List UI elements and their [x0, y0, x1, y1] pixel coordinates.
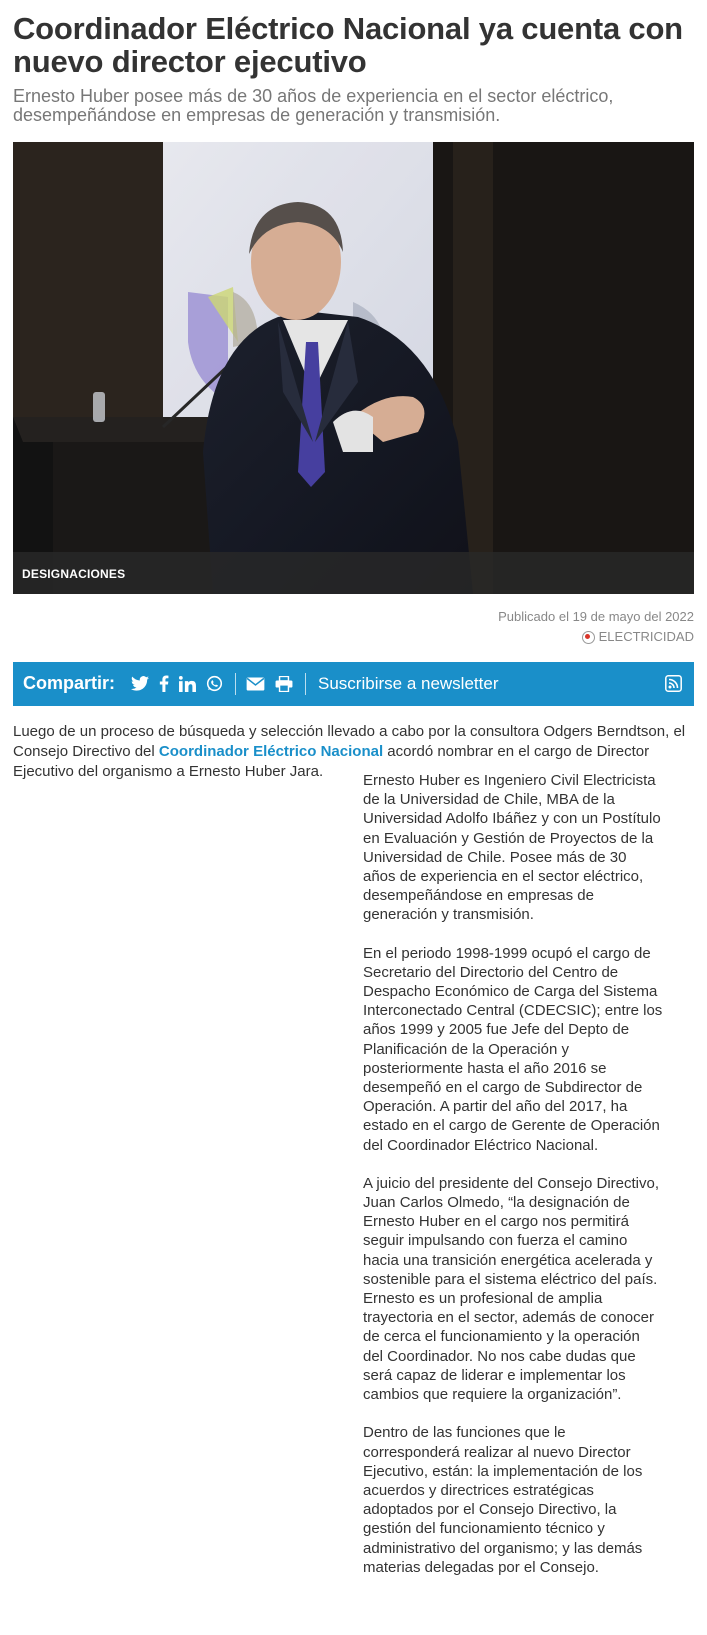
share-label: Compartir: — [23, 673, 116, 693]
body-paragraph: Dentro de las funciones que le corresponderá realizar al nuevo Director Ejecutivo, están: la implementación de los acuerdos y directrices estratégicas adoptados por el Consejo Directivo, la gestión del funcionamiento técnico y administrativo del organismo; y las demás materias delegadas por el Consejo. — [363, 1424, 643, 1576]
email-icon[interactable] — [246, 674, 265, 694]
body-paragraph: A juicio del presidente del Consejo Directivo, Juan Carlos Olmedo, “la designación de Ernesto Huber en el cargo nos permitirá seguir impulsando con fuerza el camino hacia una transición energética acelerada y sostenible para el sistema eléctrico del país. Ernesto es un profesional de amplia trayectoria en el sector, además de conocer de cerca el funcionamiento y la operación del Coordinador. No nos cabe dudas que será capaz de liderar e implementar los cambios que requiere la organización”. — [363, 1174, 659, 1404]
body-paragraph: Ernesto Huber es Ingeniero Civil Electricista de la Universidad de Chile, MBA de la Universidad Adolfo Ibáñez y con un Postítulo en Evaluación y Gestión de Proyectos de la Universidad de Chile. Posee más de 30 años de experiencia en el sector eléctrico, desempeñándose en empresas de generación y transmisión. — [363, 772, 661, 924]
linkedin-icon[interactable] — [179, 674, 196, 694]
share-divider — [235, 673, 236, 695]
whatsapp-icon[interactable] — [206, 674, 223, 694]
newsletter-link[interactable]: Suscribirse a newsletter — [318, 673, 499, 693]
intro-text-before: Luego de un proceso de búsqueda y selección llevado a cabo por la consultora Odgers Berndtson, el Consejo Directivo del — [13, 722, 686, 760]
article-subtitle: Ernesto Huber posee más de 30 años de experiencia en el sector eléctrico, desempeñándose en empresas de generación y transmisión. — [13, 86, 614, 125]
share-divider — [305, 673, 306, 695]
article-meta — [13, 607, 694, 650]
body-paragraph: En el periodo 1998-1999 ocupó el cargo de Secretario del Directorio del Centro de Despacho Económico de Carga del Sistema Interconectado Central (CDECSIC); entre los años 1999 y 2005 fue Jefe del Depto de Planificación de la Operación y posteriormente hasta el año 2016 se desempeñó en el cargo de Subdirector de Operación. A partir del año del 2017, ha estado en el cargo de Gerente de Operación del Coordinador Eléctrico Nacional. — [363, 944, 663, 1154]
article-title: Coordinador Eléctrico Nacional ya cuenta con nuevo director ejecutivo — [13, 11, 683, 79]
coordinador-link[interactable]: Coordinador Eléctrico Nacional — [158, 742, 384, 760]
hero-image[interactable] — [13, 142, 694, 594]
rss-icon[interactable] — [665, 675, 682, 692]
category-label: ELECTRICIDAD — [598, 629, 694, 644]
category-tag[interactable]: DESIGNACIONES — [22, 567, 126, 581]
category-link[interactable] — [582, 627, 694, 647]
category-icon — [582, 631, 595, 644]
print-icon[interactable] — [275, 674, 293, 694]
facebook-icon[interactable] — [159, 674, 169, 694]
twitter-icon[interactable] — [131, 674, 149, 694]
article — [13, 0, 694, 782]
hero-photo — [13, 142, 694, 594]
share-bar — [13, 662, 694, 706]
intro-text-after: acordó nombrar en el cargo de Director Ejecutivo del organismo a Ernesto Huber Jara. — [13, 742, 650, 780]
article-body-column — [363, 771, 663, 1596]
publish-date: Publicado el 19 de mayo del 2022 — [498, 609, 694, 624]
